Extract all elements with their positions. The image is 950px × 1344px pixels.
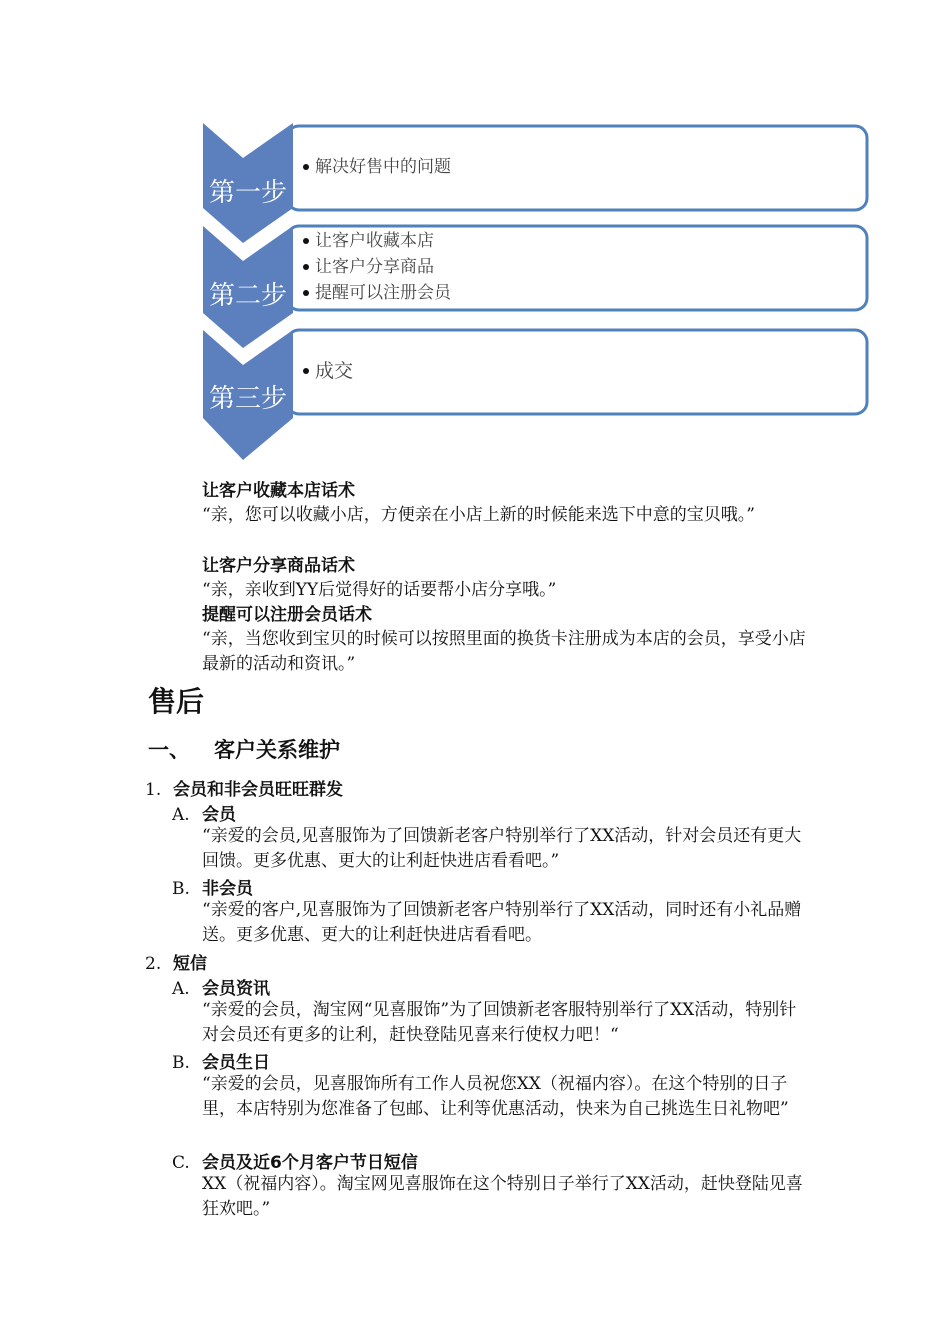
step-item: 解决好售中的问题 [293, 154, 865, 180]
sub-item-1a: A. 会员 [172, 805, 236, 825]
sub-item-2c: C. 会员及近6个月客户节日短信 [172, 1153, 418, 1173]
step-item: 让客户分享商品 [293, 254, 865, 280]
step-2-items [293, 228, 865, 306]
script-title: 提醒可以注册会员话术 [202, 605, 372, 625]
step-1-items [293, 154, 865, 180]
subsection-heading [148, 734, 340, 764]
sub-item-1b-text: “亲爱的客户,见喜服饰为了回馈新老客户特别举行了XX活动，同时还有小礼品赠送。更多优惠、更大的让利赶快进店看看吧。 [202, 900, 802, 945]
list-item-1: 1. 会员和非会员旺旺群发 [145, 780, 343, 800]
step-item: 提醒可以注册会员 [293, 280, 865, 306]
sub-item-1a-text: “亲爱的会员,见喜服饰为了回馈新老客户特别举行了XX活动，针对会员还有更大回馈。更多优惠、更大的让利赶快进店看看吧。” [202, 826, 802, 871]
script-block-share [202, 551, 812, 603]
list-item-2: 2. 短信 [145, 954, 207, 974]
sub-item-2a: A. 会员资讯 [172, 979, 270, 999]
script-text: “亲，您可以收藏小店，方便亲在小店上新的时候能来选下中意的宝贝哦。” [202, 505, 755, 525]
sub-item-1b: B. 非会员 [172, 879, 253, 899]
step-1-label: 第一步 [208, 178, 287, 208]
step-3-items [293, 358, 865, 384]
step-2-label: 第二步 [208, 281, 287, 311]
sub-item-2a-text: “亲爱的会员，淘宝网“见喜服饰”为了回馈新老客服特别举行了XX活动，特别针对会员还有更多的让利，赶快登陆见喜来行使权力吧！“ [202, 1000, 797, 1045]
section-title: 售后 [148, 685, 205, 718]
step-3-label: 第三步 [208, 384, 287, 414]
sub-item-2c-text: XX（祝福内容）。淘宝网见喜服饰在这个特别日子举行了XX活动，赶快登陆见喜狂欢吧。” [202, 1174, 803, 1219]
step-item: 成交 [293, 358, 865, 384]
script-block-favorite [202, 476, 812, 528]
subsection-number: 一、 [148, 738, 190, 762]
script-text: “亲，亲收到YY后觉得好的话要帮小店分享哦。” [202, 580, 557, 600]
script-title: 让客户收藏本店话术 [202, 481, 355, 501]
sub-item-2b: B. 会员生日 [172, 1053, 270, 1073]
step-item: 让客户收藏本店 [293, 228, 865, 254]
script-text: “亲，当您收到宝贝的时候可以按照里面的换货卡注册成为本店的会员，享受小店最新的活动和资讯。” [202, 629, 806, 674]
script-title: 让客户分享商品话术 [202, 556, 355, 576]
sub-item-2b-text: “亲爱的会员，见喜服饰所有工作人员祝您XX（祝福内容）。在这个特别的日子里，本店特别为您准备了包邮、让利等优惠活动，快来为自己挑选生日礼物吧” [202, 1074, 789, 1119]
subsection-title: 客户关系维护 [214, 738, 340, 762]
script-block-register [202, 600, 812, 677]
